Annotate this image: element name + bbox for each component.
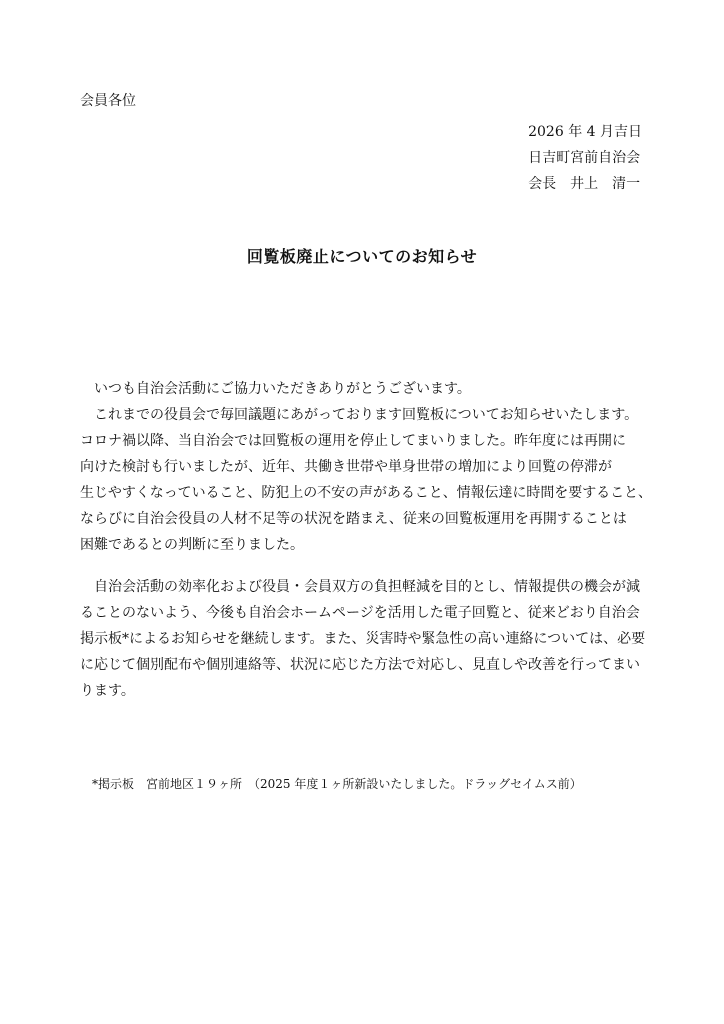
issue-date: 2026 年 4 月吉日: [528, 124, 642, 140]
paragraph-2: [80, 574, 652, 704]
text-line: いつも自治会活動にご協力いただきありがとうございます。: [80, 381, 471, 397]
footnote: *掲示板 宮前地区１９ヶ所 （2025 年度１ヶ所新設いたしました。ドラッグセイムス前）: [92, 777, 582, 791]
text-line: に応じて個別配布や個別連絡等、状況に応じた方法で対応し、見直しや改善を行ってまい: [80, 657, 640, 673]
text-line: コロナ禍以降、当自治会では回覧板の運用を停止してまいりました。昨年度には再開に: [80, 433, 626, 449]
text-line: これまでの役員会で毎回議題にあがっております回覧板についてお知らせいたします。: [80, 407, 639, 423]
paragraph-1: [80, 376, 652, 558]
organization-name: 日吉町宮前自治会: [528, 150, 641, 166]
sender-block: [528, 119, 642, 197]
text-line: 向けた検討も行いましたが、近年、共働き世帯や単身世帯の増加により回覧の停滞が: [80, 459, 612, 475]
text-line: ります。: [80, 683, 135, 699]
addressee: 会員各位: [80, 93, 136, 109]
text-line: 自治会活動の効率化および役員・会員双方の負担軽減を目的とし、情報提供の機会が減: [80, 579, 640, 595]
text-line: 困難であるとの判断に至りました。: [80, 537, 304, 553]
text-line: 掲示板*によるお知らせを継続します。また、災害時や緊急性の高い連絡については、必要: [80, 631, 646, 647]
document-title: 回覧板廃止についてのお知らせ: [246, 247, 478, 266]
signatory: 会長 井上 清一: [528, 176, 641, 192]
text-line: ることのないよう、今後も自治会ホームページを活用した電子回覧と、従来どおり自治会: [80, 605, 640, 621]
text-line: ならびに自治会役員の人材不足等の状況を踏まえ、従来の回覧板運用を再開することは: [80, 511, 627, 527]
text-line: 生じやすくなっていること、防犯上の不安の声があること、情報伝達に時間を要すること、: [80, 485, 652, 501]
